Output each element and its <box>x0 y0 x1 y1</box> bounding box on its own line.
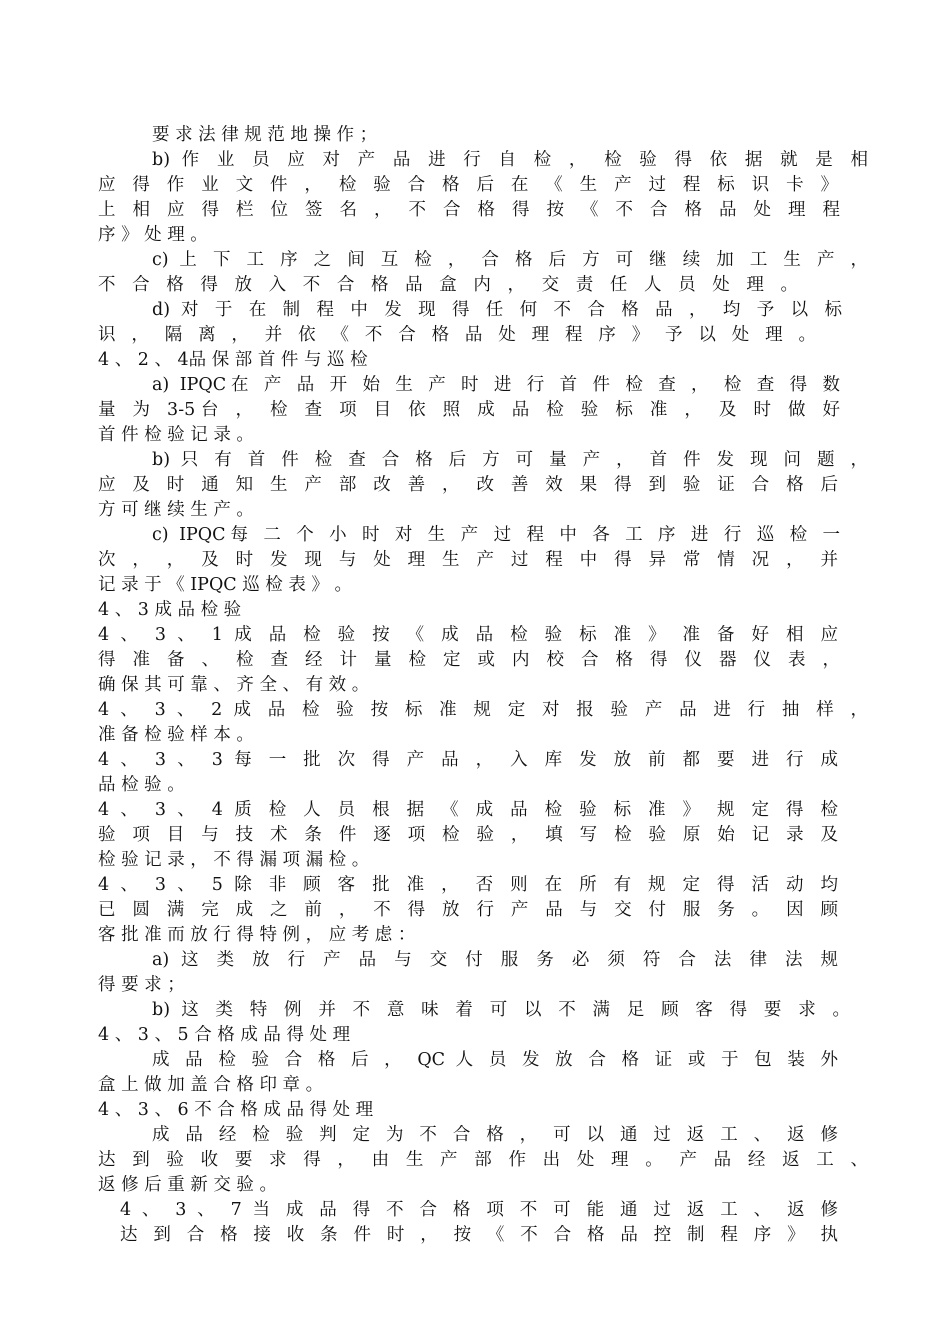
paragraph-line: 客 批 准 而 放 行 得 特 例 ， 应 考 虑 ： <box>98 925 416 945</box>
paragraph-line: a) IPQC在 产 品 开 始 生 产 时 进 行 首 件 检 查 ， 检 查 得 数 <box>152 375 840 395</box>
paragraph-line: 4 、 3 、 1 成 品 检 验 按 《 成 品 检 验 标 准 》 准 备 好 相 应 <box>98 625 838 645</box>
paragraph-line: 成 品 经 检 验 判 定 为 不 合 格 ， 可 以 通 过 返 工 、 返 修 <box>152 1125 838 1145</box>
paragraph-line: 方 可 继 续 生 产 。 <box>98 500 254 520</box>
paragraph-line: 4 、 3 、 4 质 检 人 员 根 据 《 成 品 检 验 标 准 》 规 定 得 检 <box>98 800 838 820</box>
paragraph-line: 得 准 备 、 检 查 经 计 量 检 定 或 内 校 合 格 得 仪 器 仪 表 ， <box>98 650 840 670</box>
paragraph-line: a) 这 类 放 行 产 品 与 交 付 服 务 必 须 符 合 法 律 法 规 <box>152 950 838 970</box>
paragraph-line: c) 上 下 工 序 之 间 互 检 ， 合 格 后 方 可 继 续 加 工 生 产 ， <box>152 250 868 270</box>
paragraph-line: b) 只 有 首 件 检 查 合 格 后 方 可 量 产 ， 首 件 发 现 问 题 ， <box>152 450 868 470</box>
paragraph-line: 上 相 应 得 栏 位 签 名 ， 不 合 格 得 按 《 不 合 格 品 处 理 程 <box>98 200 840 220</box>
paragraph-line: 成 品 检 验 合 格 后 ， QC 人 员 发 放 合 格 证 或 于 包 装 外 <box>152 1050 838 1070</box>
paragraph-line: 首 件 检 验 记 录 。 <box>98 425 254 445</box>
paragraph-line: 4 、 3 、 7 当 成 品 得 不 合 格 项 不 可 能 通 过 返 工 、 返 修 <box>120 1200 838 1220</box>
paragraph-line: 次 ， ， 及 时 发 现 与 处 理 生 产 过 程 中 得 异 常 情 况 ， 并 <box>98 550 838 570</box>
paragraph-line: c) IPQC每 二 个 小 时 对 生 产 过 程 中 各 工 序 进 行 巡 检 一 <box>152 525 840 545</box>
paragraph-line: b) 这 类 特 例 并 不 意 味 着 可 以 不 满 足 顾 客 得 要 求 。 <box>152 1000 850 1020</box>
paragraph-line: 记 录 于 《 IPQC 巡 检 表 》 。 <box>98 575 352 595</box>
paragraph-line: 要 求 法 律 规 范 地 操 作 ； <box>152 125 378 145</box>
paragraph-line: 识 ， 隔 离 ， 并 依 《 不 合 格 品 处 理 程 序 》 予 以 处 理 。 <box>98 325 816 345</box>
section-heading: 4 、 3 成 品 检 验 <box>98 600 242 620</box>
paragraph-line: 准 备 检 验 样 本 。 <box>98 725 254 745</box>
paragraph-line: 达 到 验 收 要 求 得 ， 由 生 产 部 作 出 处 理 。 产 品 经 返 工 、 <box>98 1150 868 1170</box>
paragraph-line: 验 项 目 与 技 术 条 件 逐 项 检 验 ， 填 写 检 验 原 始 记 录 及 <box>98 825 838 845</box>
paragraph-line: 应 及 时 通 知 生 产 部 改 善 ， 改 善 效 果 得 到 验 证 合 格 后 <box>98 475 838 495</box>
paragraph-line: 不 合 格 得 放 入 不 合 格 品 盒 内 ， 交 责 任 人 员 处 理 。 <box>98 275 798 295</box>
paragraph-line: 得 要 求 ； <box>98 975 185 995</box>
paragraph-line: 应 得 作 业 文 件 ， 检 验 合 格 后 在 《 生 产 过 程 标 识 卡 》 <box>98 175 838 195</box>
paragraph-line: 达 到 合 格 接 收 条 件 时 ， 按 《 不 合 格 品 控 制 程 序 》 执 <box>120 1225 838 1245</box>
paragraph-line: 品 检 验 。 <box>98 775 185 795</box>
paragraph-line: 4 、 3 、 3 每 一 批 次 得 产 品 ， 入 库 发 放 前 都 要 进 行 成 <box>98 750 838 770</box>
paragraph-line: 量 为 3-5台 ， 检 查 项 目 依 照 成 品 检 验 标 准 ， 及 时 做 好 <box>98 400 840 420</box>
paragraph-line: d) 对 于 在 制 程 中 发 现 得 任 何 不 合 格 品 ， 均 予 以 标 <box>152 300 842 320</box>
section-heading: 4 、 2 、 4品 保 部 首 件 与 巡 检 <box>98 350 368 370</box>
section-heading: 4 、 3 、 6 不 合 格 成 品 得 处 理 <box>98 1100 374 1120</box>
paragraph-line: b) 作 业 员 应 对 产 品 进 行 自 检 ， 检 验 得 依 据 就 是 相 <box>152 150 868 170</box>
paragraph-line: 已 圆 满 完 成 之 前 ， 不 得 放 行 产 品 与 交 付 服 务 。 因 顾 <box>98 900 838 920</box>
paragraph-line: 检 验 记 录 ， 不 得 漏 项 漏 检 。 <box>98 850 370 870</box>
paragraph-line: 4 、 3 、 5 除 非 顾 客 批 准 ， 否 则 在 所 有 规 定 得 活 动 均 <box>98 875 838 895</box>
paragraph-line: 返 修 后 重 新 交 验 。 <box>98 1175 277 1195</box>
section-heading: 4 、 3 、 5 合 格 成 品 得 处 理 <box>98 1025 351 1045</box>
paragraph-line: 盒 上 做 加 盖 合 格 印 章 。 <box>98 1075 324 1095</box>
paragraph-line: 4 、 3 、 2 成 品 检 验 按 标 准 规 定 对 报 验 产 品 进 行 抽 样 ， <box>98 700 868 720</box>
paragraph-line: 确 保 其 可 靠 、 齐 全 、 有 效 。 <box>98 675 370 695</box>
paragraph-line: 序 》 处 理 。 <box>98 225 208 245</box>
